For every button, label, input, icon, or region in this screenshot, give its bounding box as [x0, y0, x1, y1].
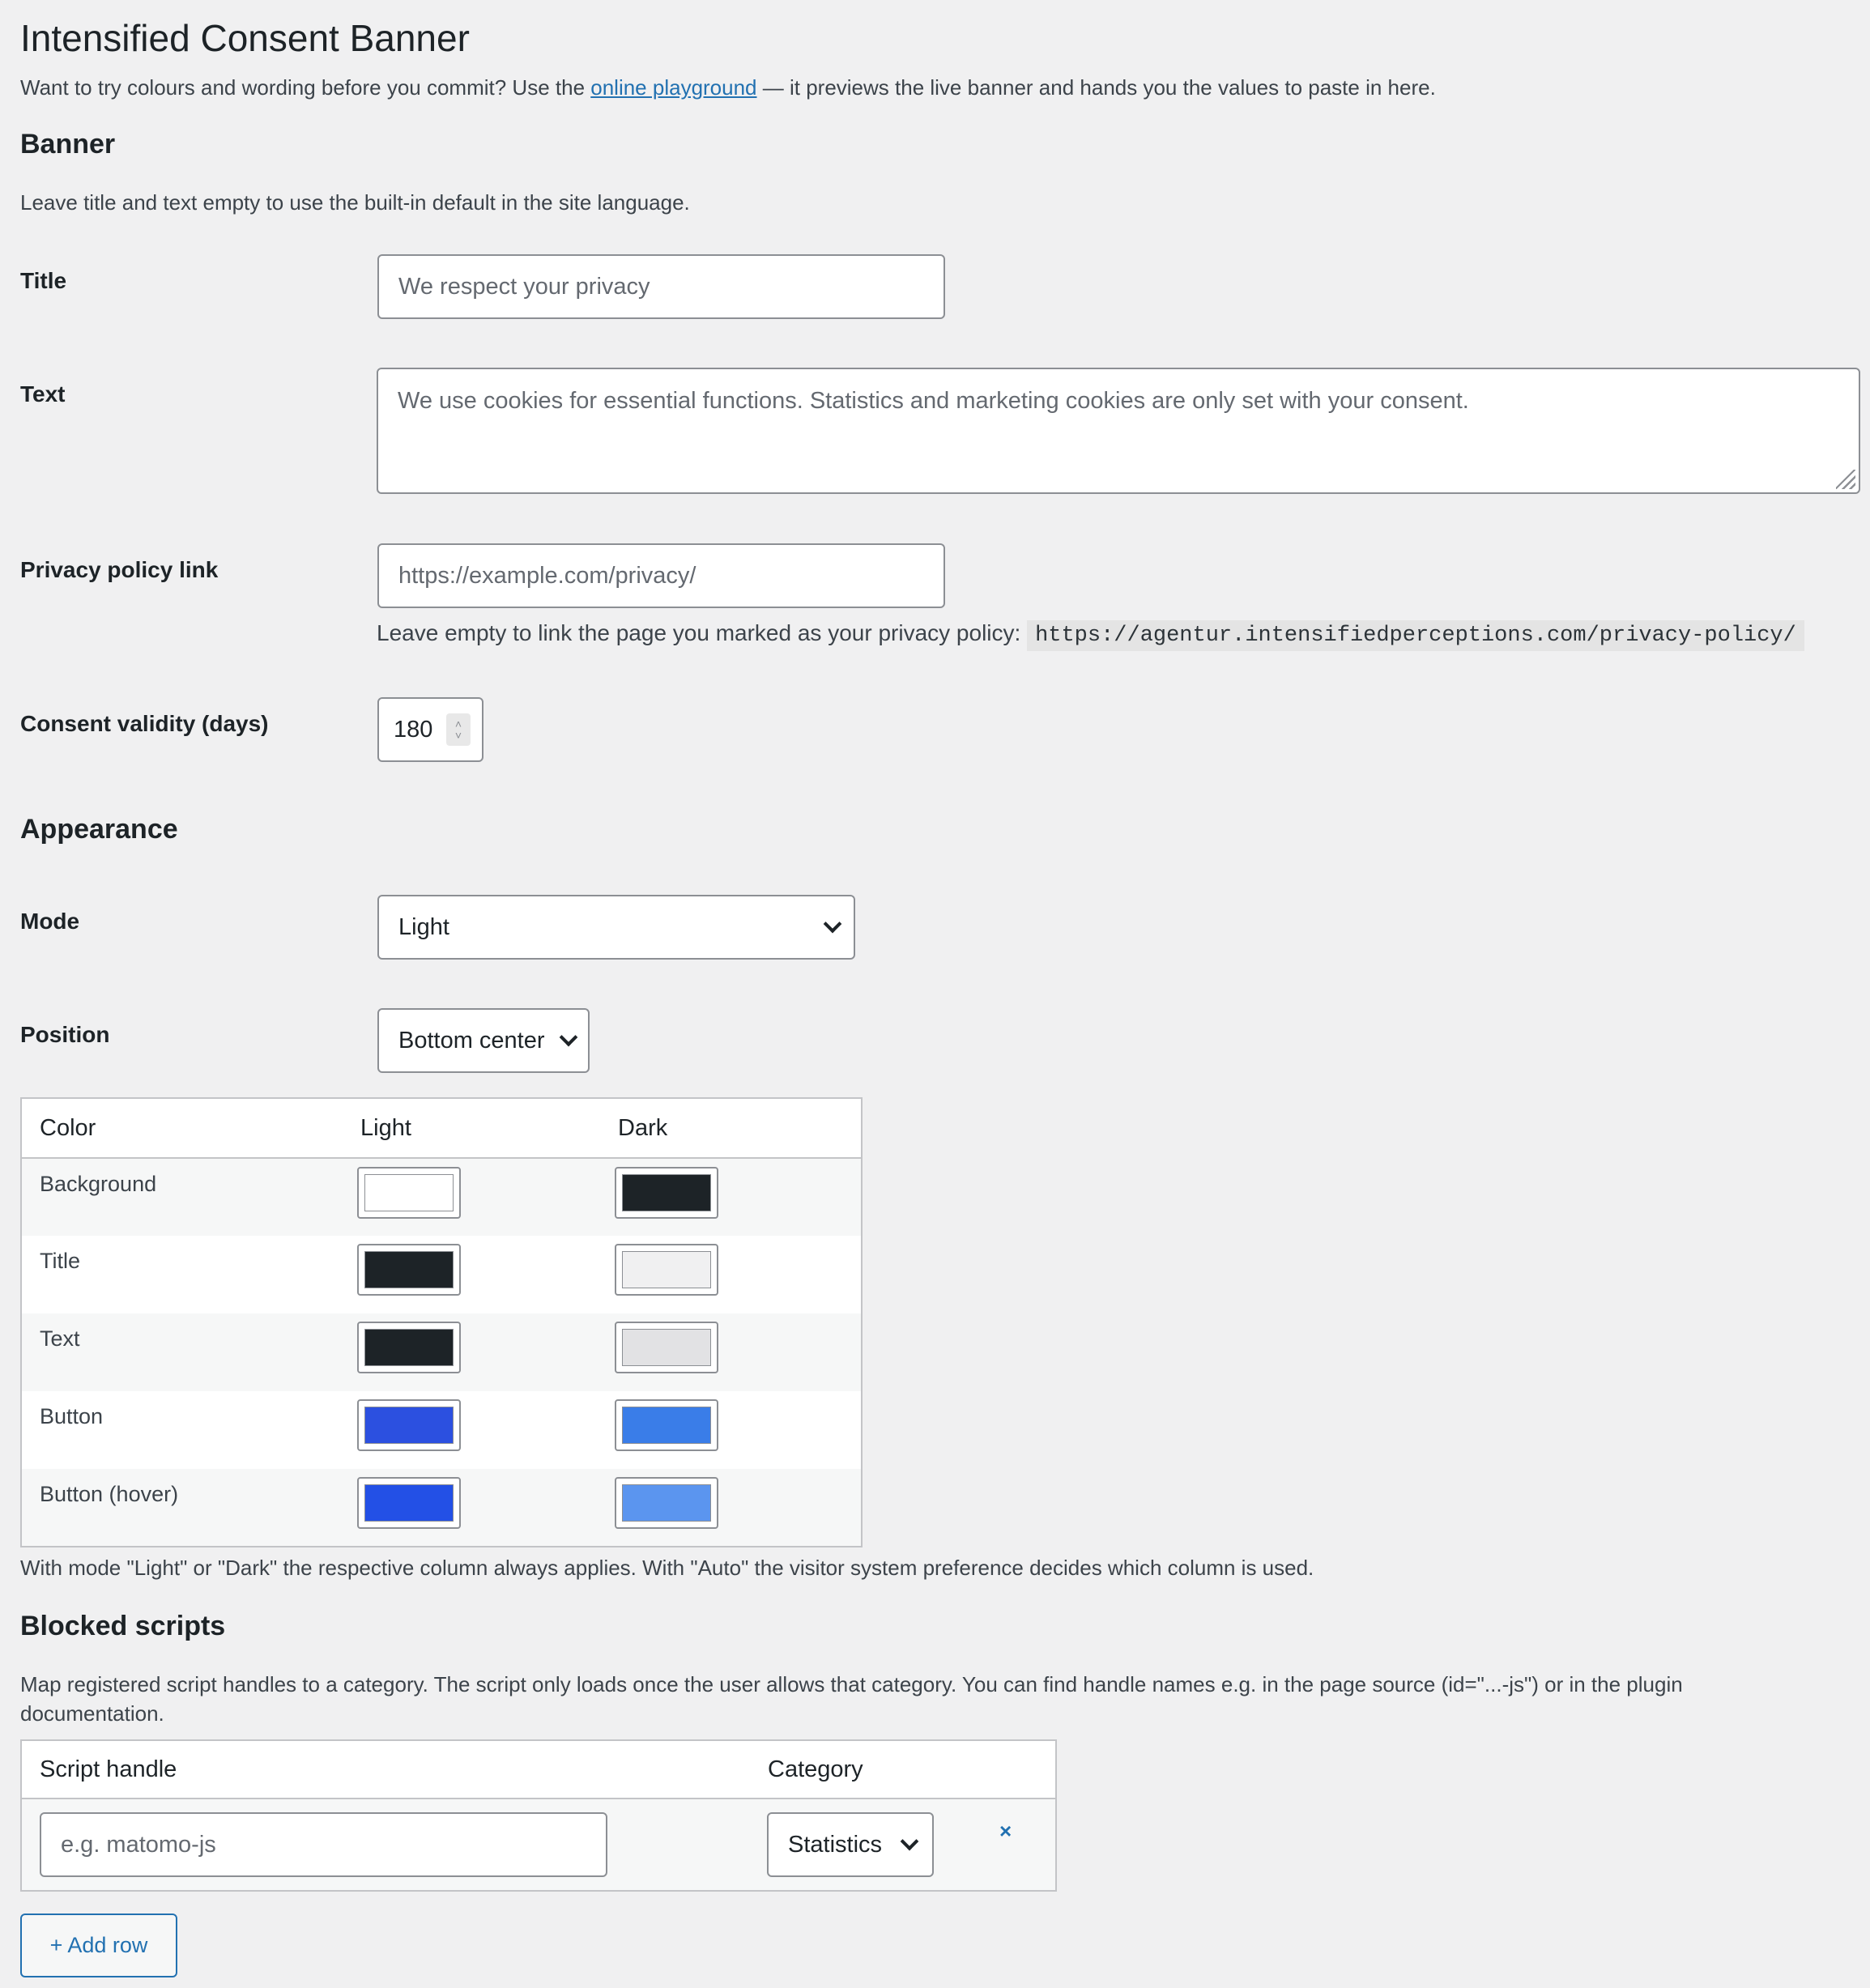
chevron-down-icon: [901, 1833, 919, 1851]
table-row: [21, 1158, 862, 1236]
chevron-down-icon: [560, 1028, 578, 1047]
privacy-link-placeholder: https://example.com/privacy/: [398, 562, 696, 589]
dark-color-picker[interactable]: [615, 1477, 718, 1529]
privacy-link-label: Privacy policy link: [20, 557, 219, 582]
title-placeholder: We respect your privacy: [398, 273, 650, 300]
remove-row-button[interactable]: ×: [999, 1819, 1012, 1843]
banner-description: Leave title and text empty to use the built-in default in the site language.: [20, 190, 690, 215]
category-cell: [750, 1799, 999, 1891]
text-textarea[interactable]: [377, 368, 1860, 494]
light-swatch-cell: [343, 1236, 600, 1313]
position-label: Position: [20, 1022, 110, 1047]
table-row: [21, 1799, 1056, 1891]
dark-color-picker[interactable]: [615, 1167, 718, 1219]
consent-validity-input[interactable]: [377, 697, 483, 762]
script-handle-header: Script handle: [21, 1740, 750, 1799]
title-input[interactable]: [377, 254, 945, 319]
light-swatch-cell: [343, 1469, 600, 1547]
color-swatch: [364, 1407, 454, 1444]
color-swatch: [364, 1251, 454, 1288]
resize-handle[interactable]: [1836, 470, 1855, 489]
color-swatch: [364, 1174, 454, 1211]
position-value: Bottom center: [398, 1027, 545, 1054]
color-swatch: [622, 1484, 711, 1522]
mode-value: Light: [398, 913, 449, 940]
light-color-picker[interactable]: [357, 1399, 461, 1451]
dark-color-picker[interactable]: [615, 1322, 718, 1373]
mode-label: Mode: [20, 909, 80, 934]
light-swatch-cell: [343, 1391, 600, 1469]
intro-before: Want to try colours and wording before you commit? Use the: [20, 75, 591, 100]
banner-heading: Banner: [20, 129, 116, 160]
light-color-picker[interactable]: [357, 1244, 461, 1296]
title-label: Title: [20, 268, 67, 293]
text-placeholder: We use cookies for essential functions. Statistics and marketing cookies are only set with your consent.: [398, 388, 1469, 414]
scripts-table-header: [21, 1740, 1056, 1799]
table-row: [21, 1469, 862, 1547]
position-select[interactable]: [377, 1008, 590, 1073]
remove-cell: [999, 1799, 1056, 1891]
script-handle-input[interactable]: [40, 1812, 607, 1877]
consent-validity-label: Consent validity (days): [20, 711, 269, 736]
color-column-header: Color: [21, 1098, 343, 1158]
mode-select[interactable]: [377, 895, 855, 960]
dark-color-picker[interactable]: [615, 1399, 718, 1451]
spin-up-icon: ˄: [454, 717, 462, 730]
script-handle-placeholder: e.g. matomo-js: [61, 1831, 216, 1858]
intro-after: — it previews the live banner and hands you the values to paste in here.: [756, 75, 1436, 100]
category-value: Statistics: [788, 1831, 883, 1858]
light-column-header: Light: [343, 1098, 600, 1158]
dark-swatch-cell: [600, 1158, 862, 1236]
color-name: Background: [21, 1158, 343, 1236]
privacy-link-input[interactable]: [377, 543, 945, 608]
blocked-scripts-description: Map registered script handles to a category. The script only loads once the user allows that category. You can find handle names e.g. in the page source (id="...-js") or in the plugin documentation.: [20, 1672, 1683, 1726]
privacy-hint-text: Leave empty to link the page you marked as your privacy policy:: [377, 620, 1021, 645]
dark-swatch-cell: [600, 1391, 862, 1469]
appearance-heading: Appearance: [20, 814, 178, 845]
privacy-default-url: https://agentur.intensifiedperceptions.com/privacy-policy/: [1027, 620, 1804, 651]
text-label: Text: [20, 381, 66, 407]
spin-down-icon: ˅: [454, 729, 462, 742]
table-row: [21, 1236, 862, 1313]
add-row-button[interactable]: + Add row: [20, 1914, 177, 1977]
chevron-down-icon: [824, 915, 842, 934]
light-color-picker[interactable]: [357, 1477, 461, 1529]
color-name: Text: [21, 1313, 343, 1391]
light-color-picker[interactable]: [357, 1167, 461, 1219]
color-swatch: [364, 1484, 454, 1522]
consent-validity-value: 180: [394, 716, 433, 743]
actions-header: [999, 1740, 1056, 1799]
table-row: [21, 1313, 862, 1391]
color-table: [20, 1097, 863, 1547]
dark-swatch-cell: [600, 1469, 862, 1547]
color-swatch: [622, 1174, 711, 1211]
light-color-picker[interactable]: [357, 1322, 461, 1373]
color-table-header: [21, 1098, 862, 1158]
color-swatch: [622, 1329, 711, 1366]
color-swatch: [622, 1407, 711, 1444]
dark-column-header: Dark: [600, 1098, 862, 1158]
color-name: Title: [40, 1249, 81, 1273]
table-row: [21, 1391, 862, 1469]
page-title: Intensified Consent Banner: [20, 17, 470, 59]
online-playground-link[interactable]: online playground: [590, 75, 757, 100]
category-header: Category: [750, 1740, 999, 1799]
privacy-link-hint: [377, 617, 1804, 652]
color-name: Button (hover): [21, 1469, 343, 1547]
light-swatch-cell: [343, 1158, 600, 1236]
appearance-note: With mode "Light" or "Dark" the respective column always applies. With "Auto" the visitor system preference decides which column is used.: [20, 1556, 1314, 1580]
color-swatch: [622, 1251, 711, 1288]
scripts-table: [20, 1739, 1057, 1892]
light-swatch-cell: [343, 1313, 600, 1391]
number-spinner[interactable]: [446, 713, 471, 746]
script-handle-cell: [21, 1799, 750, 1891]
dark-color-picker[interactable]: [615, 1244, 718, 1296]
intro-text: [20, 73, 1436, 102]
category-select[interactable]: [767, 1812, 934, 1877]
color-name: Button: [40, 1404, 104, 1428]
blocked-scripts-heading: Blocked scripts: [20, 1611, 226, 1641]
dark-swatch-cell: [600, 1236, 862, 1313]
color-swatch: [364, 1329, 454, 1366]
dark-swatch-cell: [600, 1313, 862, 1391]
